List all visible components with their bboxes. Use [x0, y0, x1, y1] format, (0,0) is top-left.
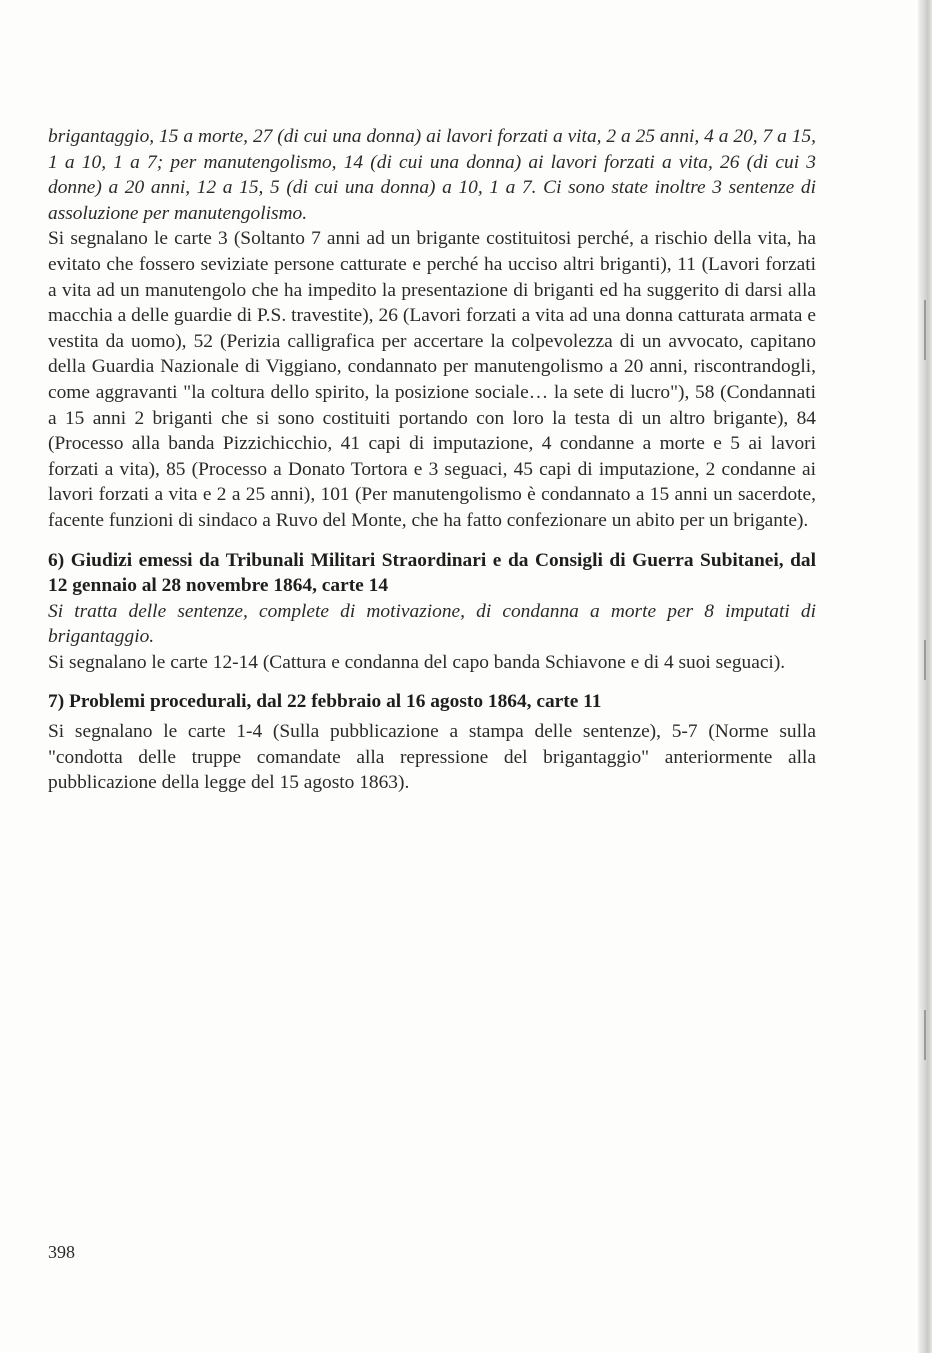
page-number: 398 [48, 1242, 75, 1262]
section-7-highlights: Si segnalano le carte 1-4 (Sulla pubblicazione a stampa delle sentenze), 5-7 (Norme sulla "condotta delle truppe comandate alla repressione del brigantaggio" anteriormente alla pubblicazione della legge del 15 agosto 1863). [48, 721, 816, 794]
section-6-highlights: Si segnalano le carte 12-14 (Cattura e condanna del capo banda Schiavone e di 4 suoi seguaci). [48, 651, 786, 673]
section-6-heading: 6) Giudizi emessi da Tribunali Militari Straordinari e da Consigli di Guerra Subitanei, dal 12 gennaio al 28 novembre 1864, carte 14 [48, 549, 816, 597]
page-edge-mark [924, 640, 926, 680]
intro-highlights: Si segnalano le carte 3 (Soltanto 7 anni ad un brigante costituitosi perché, a rischio della vita, ha evitato che fossero seviziate persone catturate e perché ha ucciso altri briganti), 11 (Lavori forzati a vita ad un manutengolo che ha impedito la presentazione di briganti ed ha suggerito di darsi alla macchia a delle guardie di P.S. travestite), 26 (Lavori forzati a vita ad una donna catturata armata e vestita da uomo), 52 (Perizia calligrafica per accertare la colpevolezza di un avvocato, capitano della Guardia Nazionale di Viggiano, condannato per manutengolismo a 20 anni, riscontrandogli, come aggravanti "la coltura dello spirito, la posizione sociale… la sete di lucro"), 58 (Condannati a 15 anni 2 briganti che si sono costituiti portando con loro la testa di un altro brigante), 84 (Processo alla banda Pizzichicchio, 41 capi di imputazione, 4 condanne a morte e 5 ai lavori forzati a vita), 85 (Processo a Donato Tortora e 3 seguaci, 45 capi di imputazione, 2 condanne ai lavori forzati a vita e 2 a 25 anni), 101 (Per manutengolismo è condannato a 15 anni un sacerdote, facente funzioni di sindaco a Ruvo del Monte, che ha fatto confezionare un abito per un brigante). [48, 228, 816, 531]
intro-italic-note: brigantaggio, 15 a morte, 27 (di cui una donna) ai lavori forzati a vita, 2 a 25 anni, 4 a 20, 7 a 15, 1 a 10, 1 a 7; per manutengolismo, 14 (di cui una donna) ai lavori forzati a vita, 26 (di cui 3 donne) a 20 anni, 12 a 15, 5 (di cui una donna) a 10, 1 a 7. Ci sono state inoltre 3 sentenze di assoluzione per manutengolismo. [48, 126, 816, 224]
section-7-heading: 7) Problemi procedurali, dal 22 febbraio al 16 agosto 1864, carte 11 [48, 691, 602, 713]
page-body [48, 124, 816, 796]
page-edge-mark [924, 1010, 926, 1060]
section-6-italic-note: Si tratta delle sentenze, complete di motivazione, di condanna a morte per 8 imputati di brigantaggio. [48, 600, 816, 648]
page-edge-mark [924, 300, 926, 360]
page-edge-shadow [918, 0, 932, 1353]
